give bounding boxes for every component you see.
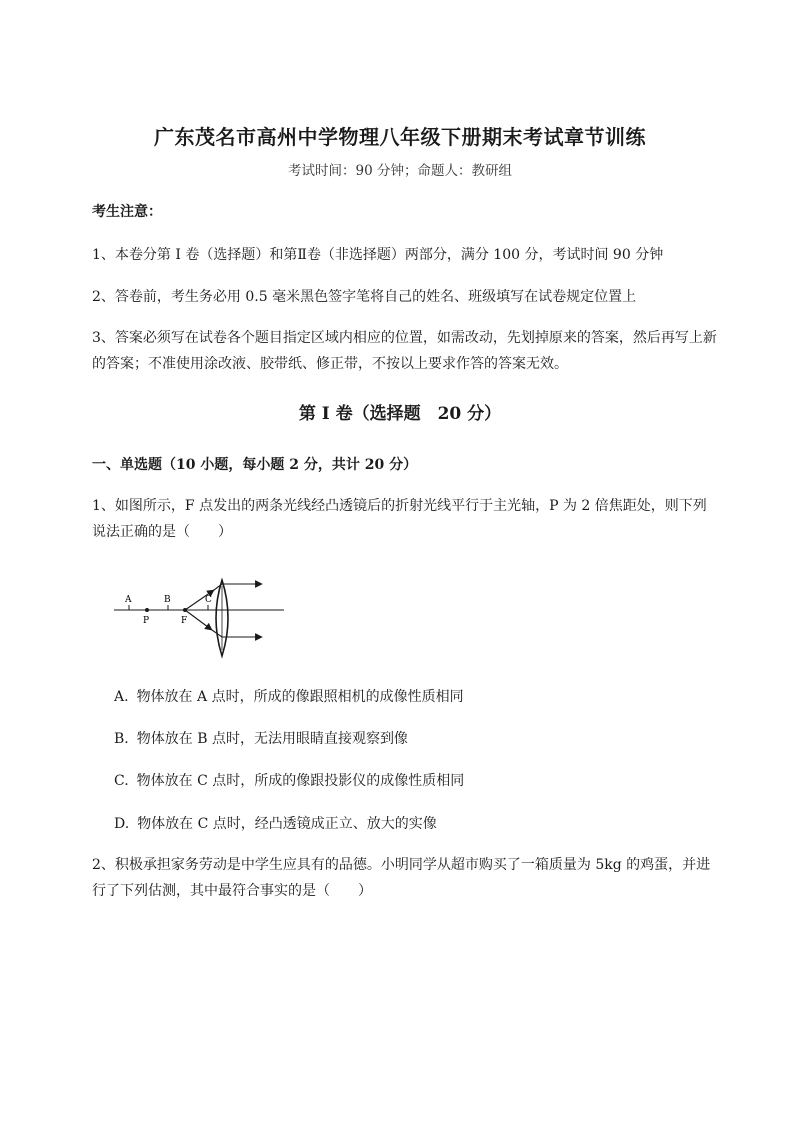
option-c[interactable] [114, 770, 464, 790]
option-text: 物体放在 A 点时，所成的像跟照相机的成像性质相同 [136, 689, 464, 705]
section-title: 第 I 卷（选择题 20 分） [298, 404, 502, 424]
notice-item: 3、答案必须写在试卷各个题目指定区域内相应的位置，如需改动，先划掉原来的答案，然后再写上新的答案；不准使用涂改液、胶带纸、修正带，不按以上要求作答的答案无效。 [92, 330, 717, 372]
option-text: 物体放在 C 点时，所成的像跟投影仪的成像性质相同 [136, 773, 465, 789]
option-letter: A. [114, 689, 129, 705]
page-title: 广东茂名市高州中学物理八年级下册期末考试章节训练 [154, 125, 646, 149]
label-a: A [125, 595, 132, 605]
notice-item: 1、本卷分第 I 卷（选择题）和第Ⅱ卷（非选择题）两部分，满分 100 分，考试时间 90 分钟 [92, 247, 664, 263]
option-text: 物体放在 B 点时，无法用眼睛直接观察到像 [136, 731, 408, 747]
question-2-text: 2、积极承担家务劳动是中学生应具有的品德。小明同学从超市购买了一箱质量为 5kg 的鸡蛋，并进行了下列估测，其中最符合事实的是（ ） [92, 857, 711, 899]
option-d[interactable] [114, 813, 437, 833]
option-a[interactable] [114, 686, 464, 706]
option-letter: D. [114, 816, 130, 832]
option-text: 物体放在 C 点时，经凸透镜成正立、放大的实像 [137, 816, 437, 832]
option-letter: C. [114, 773, 129, 789]
label-c: C [205, 595, 212, 605]
notice-item: 2、答卷前，考生务必用 0.5 毫米黑色签字笔将自己的姓名、班级填写在试卷规定位置上 [92, 289, 637, 305]
question-1-text: 1、如图所示，F 点发出的两条光线经凸透镜后的折射光线平行于主光轴，P 为 2 倍焦距处，则下列说法正确的是（ ） [92, 498, 707, 540]
part-heading: 一、单选题（10 小题，每小题 2 分，共计 20 分） [92, 457, 418, 473]
label-p: P [143, 616, 150, 626]
option-letter: B. [114, 731, 129, 747]
lens-diagram [112, 578, 292, 662]
exam-info: 考试时间：90 分钟；命题人：教研组 [288, 163, 512, 179]
ray-lower [185, 610, 212, 630]
option-b[interactable] [114, 728, 408, 748]
label-f: F [181, 616, 188, 626]
point-p-marker [145, 608, 149, 612]
label-b: B [164, 595, 171, 605]
notice-heading: 考生注意： [92, 204, 162, 220]
